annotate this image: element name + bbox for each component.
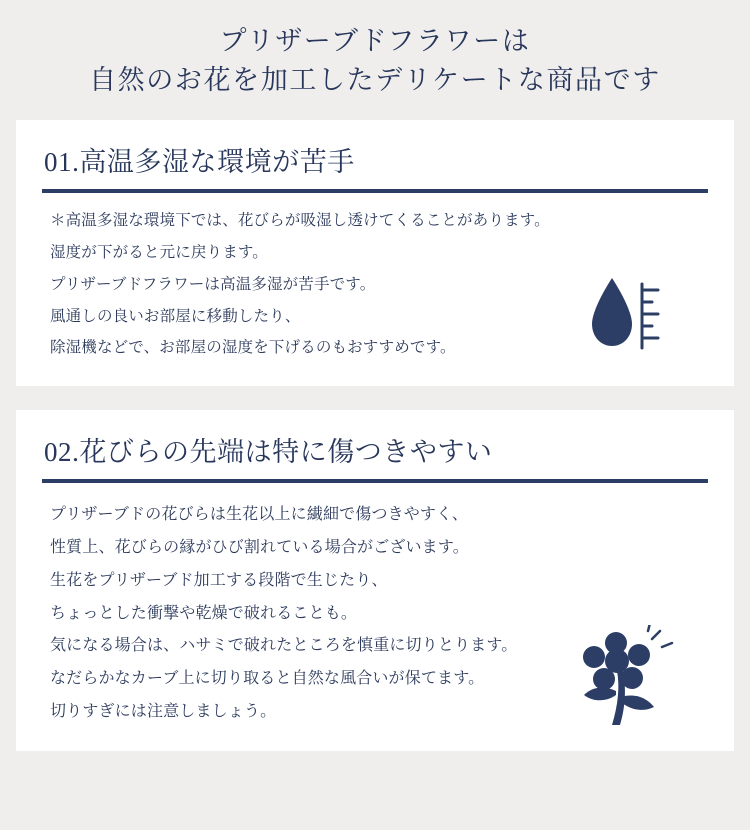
section-2-divider	[42, 479, 708, 483]
section-1-line-4: 風通しの良いお部屋に移動したり、	[50, 307, 301, 325]
section-2-line-7: 切りすぎには注意しましょう。	[50, 702, 277, 720]
section-2-line-4: ちょっとした衝撃や乾燥で破れることも。	[50, 604, 358, 622]
page-title-line-2: 自然のお花を加工したデリケートな商品です	[89, 65, 661, 96]
section-2-body	[42, 489, 708, 729]
section-1-title: 01.高温多湿な環境が苦手	[44, 147, 355, 178]
section-1-line-5: 除湿機などで、お部屋の湿度を下げるのもおすすめです。	[50, 339, 456, 357]
section-2-line-5: 気になる場合は、ハサミで破れたところを慎重に切りとります。	[50, 637, 518, 655]
section-card-2	[16, 410, 734, 751]
page-title-line-1: プリザーブドフラワーは	[219, 26, 531, 56]
section-2-line-3: 生花をプリザーブド加工する段階で生じたり、	[50, 571, 388, 589]
page-title	[16, 0, 734, 100]
section-1-line-2: 湿度が下がると元に戻ります。	[50, 244, 268, 262]
section-1-body	[42, 199, 708, 364]
section-1-line-1: ＊高温多湿な環境下では、花びらが吸湿し透けてくることがあります。	[50, 212, 550, 230]
section-2-line-1: プリザーブドの花びらは生花以上に繊細で傷つきやすく、	[50, 506, 469, 524]
section-1-line-3: プリザーブドフラワーは高温多湿が苦手です。	[50, 275, 376, 293]
section-1-divider	[42, 189, 708, 193]
section-2-title: 02.花びらの先端は特に傷つきやすい	[44, 437, 493, 468]
section-2-line-2: 性質上、花びらの縁がひび割れている場合がございます。	[50, 538, 469, 556]
section-2-line-6: なだらかなカーブ上に切り取ると自然な風合いが保てます。	[50, 670, 485, 688]
section-card-1	[16, 120, 734, 386]
